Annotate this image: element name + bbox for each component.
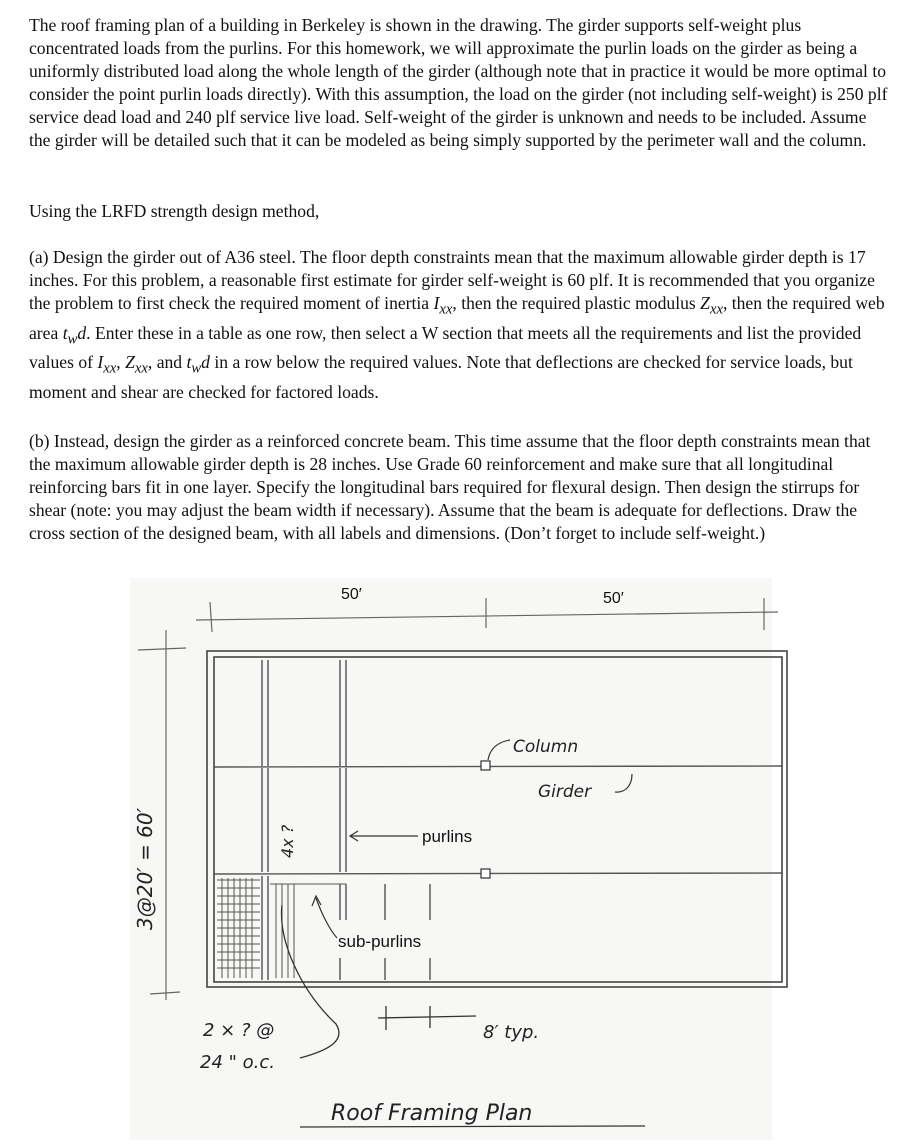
girder-label: Girder bbox=[538, 782, 592, 802]
purlin-spacing-label: 8′ typ. bbox=[483, 1022, 540, 1043]
sub-purlins-label: sub-purlins bbox=[338, 932, 422, 951]
joist-spacing-line1: 2 × ? @ bbox=[203, 1020, 275, 1041]
4x-label: 4x ? bbox=[278, 824, 297, 858]
purlins-label: purlins bbox=[422, 827, 473, 846]
column-marker-lower bbox=[481, 869, 490, 878]
vertical-dimension: 3@20′ = 60′ bbox=[133, 807, 157, 930]
right-span-dimension: 50′ bbox=[603, 590, 624, 607]
part-a-text: (a) Design the girder out of A36 steel. The floor depth constraints mean that the maximum allowable girder depth is 17 inches. For this problem, a reasonable first estimate for girder self-weight is 60 plf. It is recommended that you organize the problem to first check the required moment of inertia $I_{xx}$, then the required plastic modulus $Z_{xx}$, then the required web area $t_wd$. Enter these in a table as one row, then select a W section that meets all the requirements and list the provided values of $I_{xx}$, $Z_{xx}$, and $t_wd$ in a row below the required values. Note that deflections are checked for service loads, but moment and shear are checked for factored loads. bbox=[29, 247, 885, 402]
intro-paragraph: The roof framing plan of a building in Berkeley is shown in the drawing. The girder supports self-weight plus concentrated loads from the purlins. For this homework, we will approximate the purlin loads on the girder as being a uniformly distributed load along the whole length of the girder (although note that in practice it would be more optimal to consider the point purlin loads directly). With this assumption, the load on the girder (not including self-weight) is 250 plf service dead load and 240 plf service live load. Self-weight of the girder is unknown and needs to be included. Assume the girder will be detailed such that it can be modeled as being simply supported by the perimeter wall and the column. bbox=[29, 15, 888, 150]
joist-spacing-line2: 24 " o.c. bbox=[200, 1052, 275, 1073]
column-marker-upper bbox=[481, 761, 490, 770]
left-span-dimension: 50′ bbox=[341, 586, 362, 603]
drawing-title: Roof Framing Plan bbox=[331, 1101, 533, 1126]
method-text: Using the LRFD strength design method, bbox=[29, 201, 320, 221]
column-label: Column bbox=[513, 737, 579, 757]
part-b-text: (b) Instead, design the girder as a reinforced concrete beam. This time assume that the floor depth constraints mean that the maximum allowable girder depth is 28 inches. Use Grade 60 reinforcement and make sure that all longitudinal reinforcing bars fit in one layer. Specify the longitudinal bars required for flexural design. Then design the stirrups for shear (note: you may adjust the beam width if necessary). Assume that the beam is adequate for deflections. Draw the cross section of the designed beam, with all labels and dimensions. (Don’t forget to include self-weight.) bbox=[29, 431, 871, 543]
